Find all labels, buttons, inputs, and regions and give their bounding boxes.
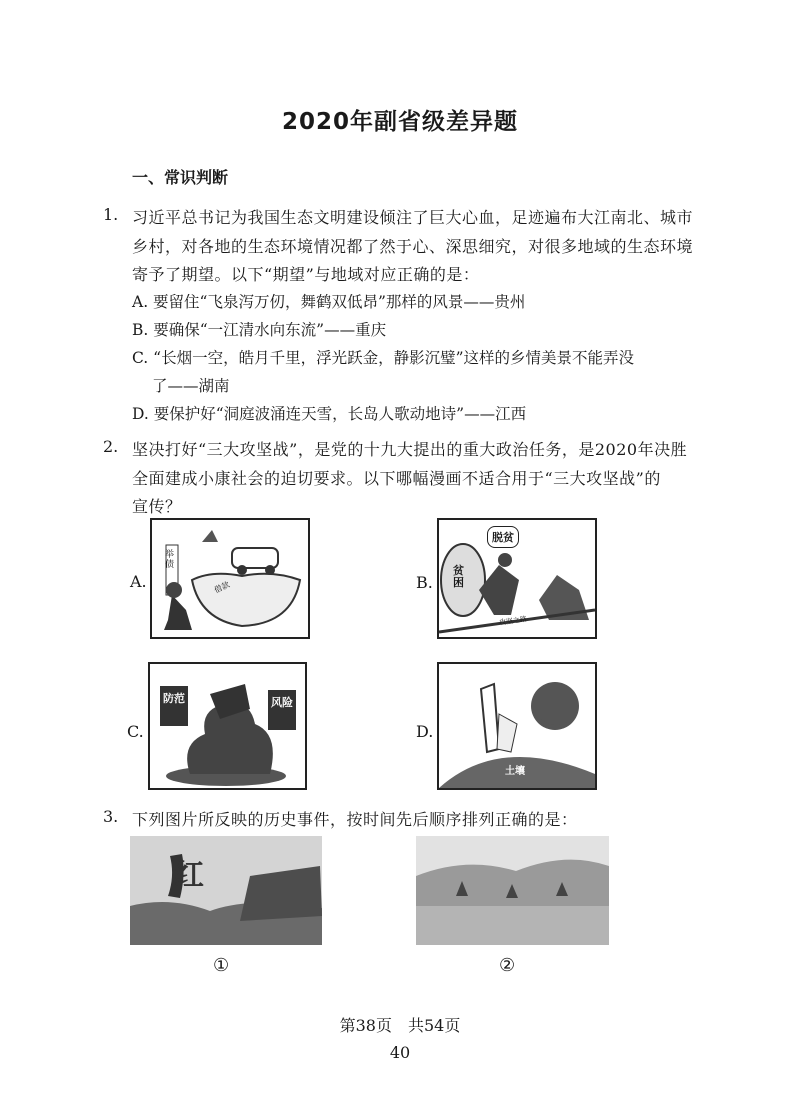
cartoon-b bbox=[437, 518, 597, 639]
cartoon-a-caption-debt: 举债 bbox=[165, 550, 175, 570]
question-1-line-2: 乡村，对各地的生态环境情况都了然于心、深思细究，对很多地域的生态环境 bbox=[132, 237, 694, 256]
history-photo-2-illustration bbox=[416, 836, 609, 945]
cartoon-a-illustration bbox=[152, 520, 308, 637]
question-1-line-3: 寄予了期望。以下“期望”与地域对应正确的是： bbox=[132, 265, 480, 284]
cartoon-c-illustration bbox=[150, 664, 305, 788]
page-number: 40 bbox=[389, 1043, 411, 1062]
figure-d-label: D. bbox=[416, 722, 434, 741]
cartoon-a-caption-loan: 借款 bbox=[212, 580, 232, 595]
question-3-line-1: 下列图片所反映的历史事件，按时间先后顺序排列正确的是： bbox=[132, 810, 578, 829]
cartoon-d bbox=[437, 662, 597, 790]
figure-c-label: C. bbox=[127, 722, 144, 741]
question-2-line-2: 全面建成小康社会的迫切要求。以下哪幅漫画不适合用于“三大攻坚战”的 bbox=[132, 469, 661, 488]
question-1-option-b: B. 要确保“一江清水向东流”——重庆 bbox=[132, 321, 387, 339]
page-footer: 第38页 共54页 bbox=[339, 1016, 461, 1035]
cartoon-c-caption-risk: 风险 bbox=[271, 696, 293, 709]
history-photo-2 bbox=[416, 836, 609, 945]
question-1-option-c-cont: 了——湖南 bbox=[152, 377, 230, 395]
history-photo-1-label: ① bbox=[213, 955, 230, 976]
cartoon-c-caption-prevent: 防范 bbox=[163, 692, 185, 705]
question-1-option-c: C. “长烟一空，皓月千里，浮光跃金，静影沉璧”这样的乡情美景不能弄没 bbox=[132, 349, 635, 367]
question-2-line-3: 宣传？ bbox=[132, 497, 182, 516]
cartoon-b-caption-poverty-relief: 脱贫 bbox=[487, 526, 519, 548]
question-1-option-d: D. 要保护好“洞庭波涌连天雪，长岛人歌动地诗”——江西 bbox=[132, 405, 527, 423]
history-photo-1-illustration bbox=[130, 836, 322, 945]
question-1-line-1: 习近平总书记为我国生态文明建设倾注了巨大心血，足迹遍布大江南北、城市 bbox=[132, 208, 694, 227]
cartoon-b-caption-poverty: 贫困 bbox=[453, 564, 464, 589]
history-photo-2-label: ② bbox=[499, 955, 516, 976]
page-title: 2020年副省级差异题 bbox=[281, 109, 518, 135]
section-heading: 一、常识判断 bbox=[132, 168, 229, 187]
cartoon-d-caption-soil: 土壤 bbox=[505, 766, 525, 777]
question-1-number: 1. bbox=[103, 205, 119, 224]
figure-a-label: A. bbox=[130, 572, 147, 591]
question-2-number: 2. bbox=[103, 437, 119, 456]
question-1-option-a: A. 要留住“飞泉泻万仞，舞鹤双低昂”那样的风景——贵州 bbox=[132, 293, 526, 311]
cartoon-c bbox=[148, 662, 307, 790]
figure-b-label: B. bbox=[416, 573, 433, 592]
cartoon-a bbox=[150, 518, 310, 639]
question-2-line-1: 坚决打好“三大攻坚战”，是党的十九大提出的重大政治任务，是2020年决胜 bbox=[132, 440, 688, 459]
question-3-number: 3. bbox=[103, 807, 119, 826]
cartoon-b-caption-road: 攻坚之路 bbox=[498, 615, 528, 627]
history-photo-1-calligraphy: 红 bbox=[174, 858, 204, 893]
history-photo-1 bbox=[130, 836, 322, 945]
